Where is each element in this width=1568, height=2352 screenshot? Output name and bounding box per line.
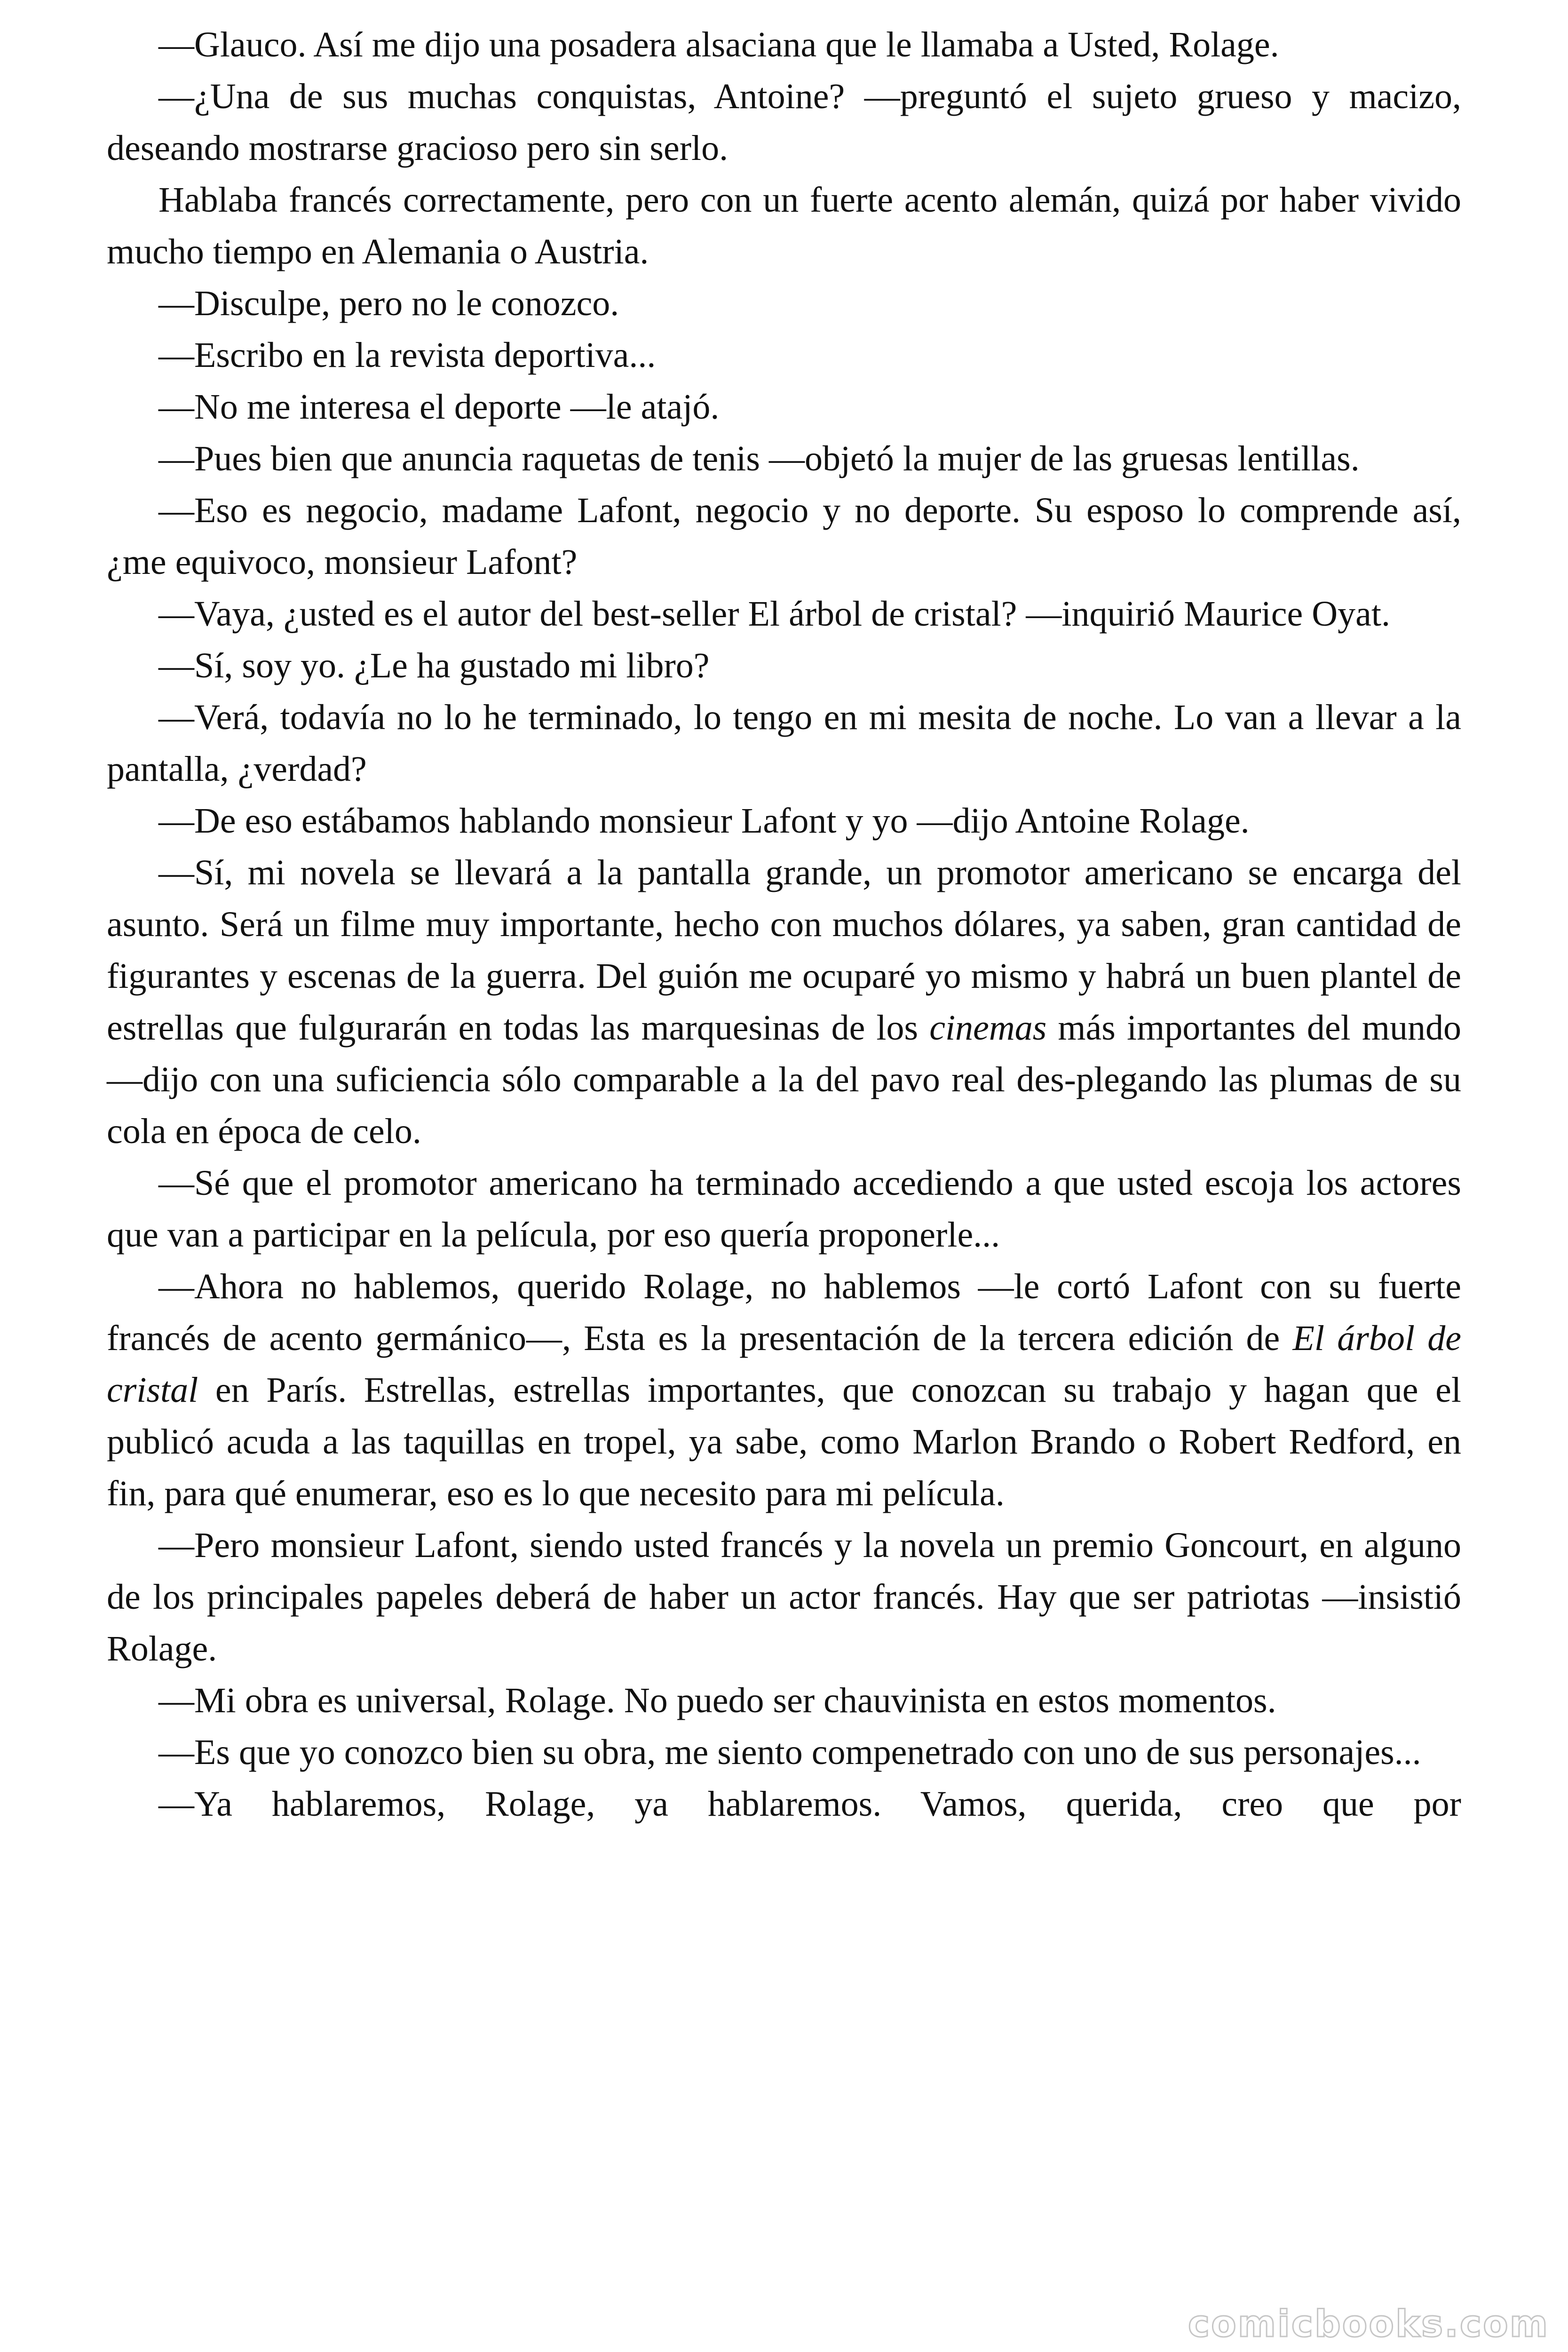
- paragraph: [107, 640, 1461, 691]
- text-run: —Disculpe, pero no le conozco.: [158, 284, 619, 323]
- paragraph: [107, 1261, 1461, 1519]
- paragraph: [107, 19, 1461, 71]
- text-run: —Ahora no hablemos, querido Rolage, no hablemos —le cortó Lafont con su fuerte francés de acento germánico—, Esta es la presentación de la tercera edición de: [107, 1267, 1461, 1358]
- italic-text: cinemas: [929, 1008, 1047, 1048]
- paragraph: [107, 381, 1461, 433]
- text-run: —Verá, todavía no lo he terminado, lo tengo en mi mesita de noche. Lo van a llevar a la pantalla, ¿verdad?: [107, 698, 1461, 789]
- italic-text: El árbol de cristal: [107, 1319, 1461, 1410]
- paragraph: [107, 329, 1461, 381]
- text-run: —Mi obra es universal, Rolage. No puedo ser chauvinista en estos momentos.: [158, 1681, 1276, 1720]
- paragraph: [107, 174, 1461, 278]
- text-run: —Pues bien que anuncia raquetas de tenis —objetó la mujer de las gruesas lentillas.: [158, 439, 1360, 478]
- text-run: —Pero monsieur Lafont, siendo usted francés y la novela un premio Goncourt, en alguno de los principales papeles deberá de haber un actor francés. Hay que ser patriotas —insistió Rolage.: [107, 1526, 1461, 1669]
- text-run: —Sí, soy yo. ¿Le ha gustado mi libro?: [158, 646, 710, 685]
- paragraph: [107, 847, 1461, 1157]
- paragraph: [107, 71, 1461, 174]
- paragraph: [107, 691, 1461, 795]
- text-run: en París. Estrellas, estrellas importantes, que conozcan su trabajo y hagan que el publicó acuda a las taquillas en tropel, ya sabe, como Marlon Brando o Robert Redford, en fin, para qué enumerar, eso es lo que necesito para mi película.: [107, 1370, 1461, 1513]
- paragraph: [107, 1726, 1461, 1778]
- text-run: —Es que yo conozco bien su obra, me siento compenetrado con uno de sus personajes...: [158, 1732, 1421, 1772]
- text-run: —De eso estábamos hablando monsieur Lafont y yo —dijo Antoine Rolage.: [158, 801, 1250, 841]
- paragraph: [107, 1675, 1461, 1726]
- paragraph: [107, 1157, 1461, 1261]
- text-run: Hablaba francés correctamente, pero con un fuerte acento alemán, quizá por haber vivido mucho tiempo en Alemania o Austria.: [107, 180, 1461, 271]
- site-watermark: comicbooks.com: [1188, 2303, 1549, 2345]
- book-page-text: [107, 19, 1461, 1830]
- paragraph: [107, 1519, 1461, 1675]
- text-run: —Sí, mi novela se llevará a la pantalla grande, un promotor americano se encarga del asunto. Será un filme muy importante, hecho con muchos dólares, ya saben, gran cantidad de figurantes y escenas de la guerra. Del guión me ocuparé yo mismo y habrá un buen plantel de estrellas que fulgurarán en todas las marquesinas de los: [107, 853, 1461, 1048]
- text-run: —Glauco. Así me dijo una posadera alsaciana que le llamaba a Usted, Rolage.: [158, 25, 1279, 64]
- paragraph: [107, 1778, 1461, 1830]
- text-run: —Ya hablaremos, Rolage, ya hablaremos. Vamos, querida, creo que por: [158, 1784, 1461, 1824]
- paragraph: [107, 278, 1461, 329]
- text-run: —Vaya, ¿usted es el autor del best-seller El árbol de cristal? —inquirió Maurice Oyat.: [158, 594, 1390, 634]
- paragraph: [107, 485, 1461, 588]
- text-run: —Eso es negocio, madame Lafont, negocio y no deporte. Su esposo lo comprende así, ¿me equivoco, monsieur Lafont?: [107, 491, 1461, 582]
- paragraph: [107, 588, 1461, 640]
- paragraph: [107, 433, 1461, 485]
- text-run: —No me interesa el deporte —le atajó.: [158, 387, 720, 427]
- text-run: —¿Una de sus muchas conquistas, Antoine? —preguntó el sujeto grueso y macizo, deseando mostrarse gracioso pero sin serlo.: [107, 77, 1461, 168]
- text-run: —Sé que el promotor americano ha terminado accediendo a que usted escoja los actores que van a participar en la película, por eso quería proponerle...: [107, 1163, 1461, 1255]
- paragraph: [107, 795, 1461, 847]
- text-run: —Escribo en la revista deportiva...: [158, 335, 656, 375]
- text-run: más importantes del mundo —dijo con una suficiencia sólo comparable a la del pavo real des-plegando las plumas de su cola en época de celo.: [107, 1008, 1461, 1151]
